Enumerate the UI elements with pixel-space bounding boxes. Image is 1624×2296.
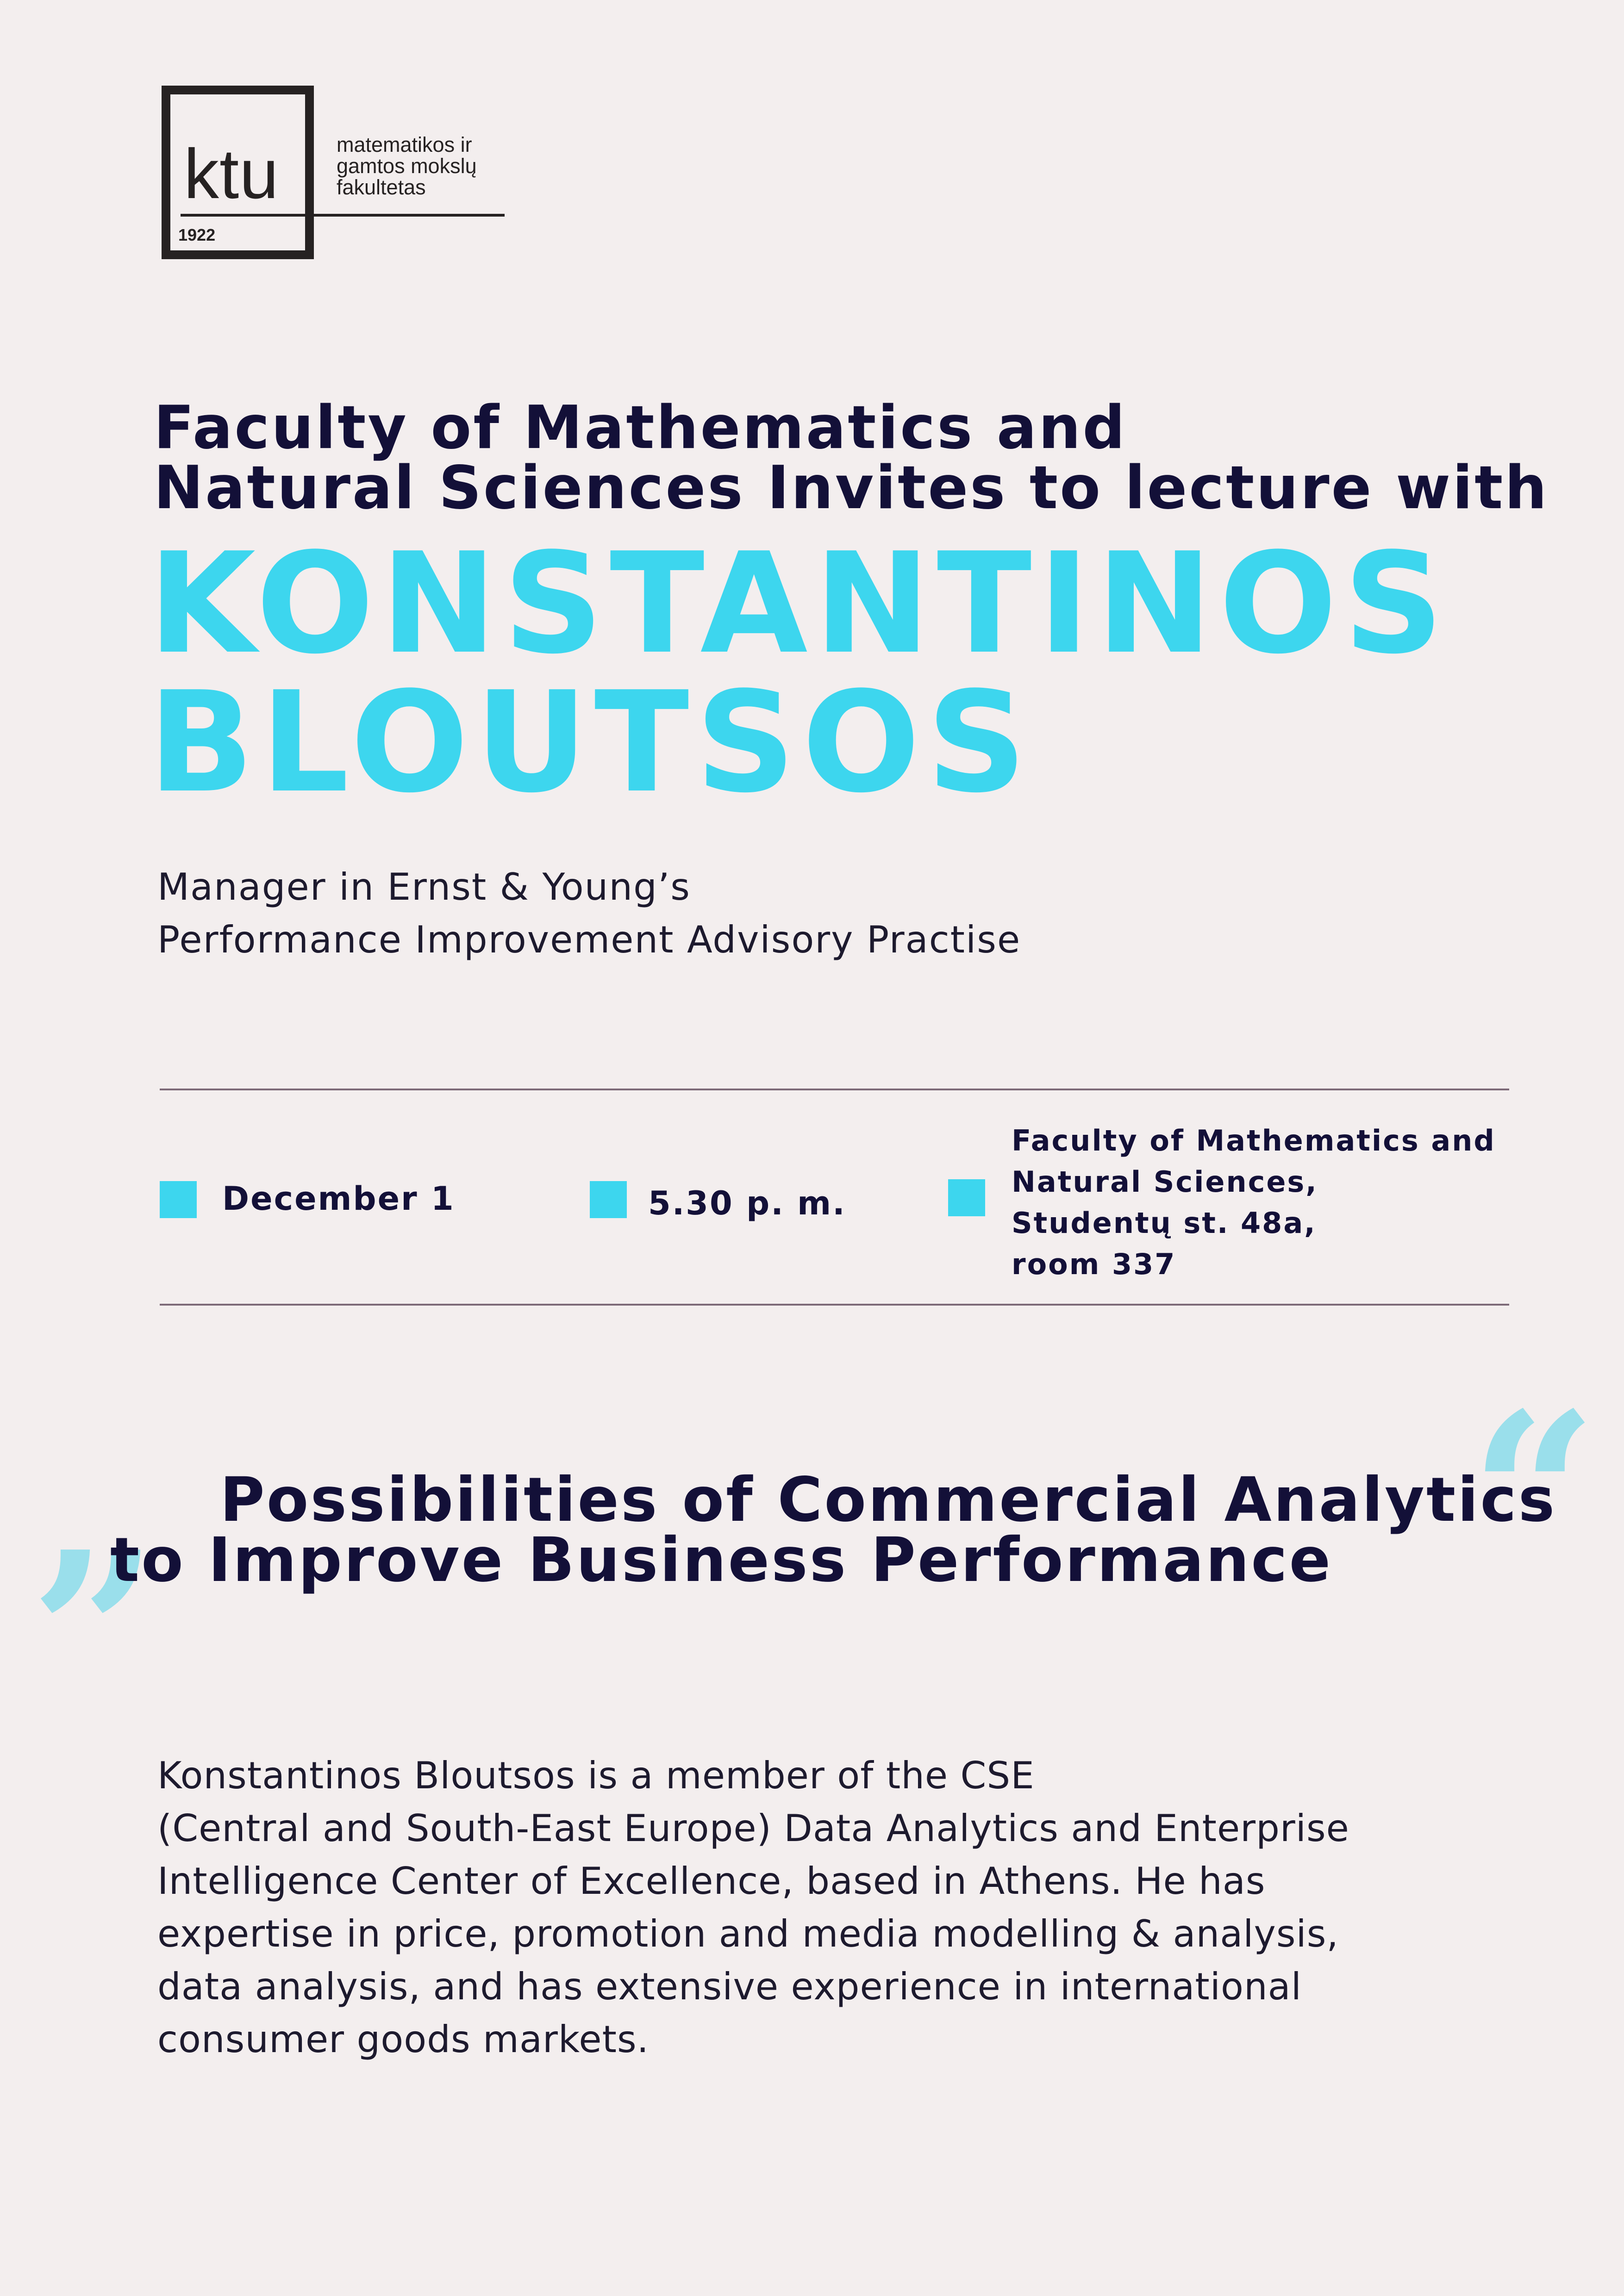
headline-line-2: Natural Sciences Invites to lecture with (154, 454, 1549, 523)
speaker-last-name: BLOUTSOS (148, 662, 1033, 823)
logo-year: 1922 (178, 225, 216, 244)
open-quote-icon: “ (1470, 1364, 1598, 1625)
event-venue (1012, 1120, 1496, 1285)
lecture-title-line-1: Possibilities of Commercial Analytics (220, 1464, 1557, 1536)
invitation-headline (154, 393, 1549, 523)
close-quote-icon: ” (30, 1503, 158, 1764)
logo-text-line: matematikos ir (337, 133, 472, 156)
info-top-rule (160, 1089, 1509, 1090)
role-line-2: Performance Improvement Advisory Practise (157, 918, 1021, 961)
info-bottom-rule (160, 1304, 1509, 1306)
event-time: 5.30 p. m. (648, 1184, 846, 1222)
ktu-logo-wordmark: ktu (184, 135, 279, 213)
time-bullet-icon (590, 1181, 627, 1218)
venue-line: Faculty of Mathematics and (1012, 1124, 1496, 1157)
venue-line: Studentų st. 48a, (1012, 1206, 1317, 1240)
venue-bullet-icon (948, 1179, 985, 1216)
faculty-logo-text (337, 134, 477, 198)
lecture-title-line-2: to Improve Business Performance (110, 1524, 1333, 1596)
logo-text-line: fakultetas (337, 175, 426, 199)
bio-line: (Central and South-East Europe) Data Analytics and Enterprise (157, 1807, 1349, 1850)
role-line-1: Manager in Ernst & Young’s (157, 865, 691, 908)
bio-line: Konstantinos Bloutsos is a member of the CSE (157, 1754, 1035, 1797)
venue-line: room 337 (1012, 1247, 1176, 1281)
speaker-first-name: KONSTANTINOS (148, 523, 1450, 684)
event-date: December 1 (222, 1180, 455, 1218)
speaker-name (148, 523, 1450, 823)
headline-line-1: Faculty of Mathematics and (154, 393, 1127, 462)
speaker-bio (157, 1749, 1349, 2066)
date-bullet-icon (160, 1181, 197, 1218)
speaker-role (157, 861, 1021, 966)
bio-line: Intelligence Center of Excellence, based in Athens. He has (157, 1860, 1266, 1903)
bio-line: data analysis, and has extensive experience in international (157, 1965, 1302, 2008)
logo-divider (181, 214, 505, 217)
bio-line: expertise in price, promotion and media modelling & analysis, (157, 1912, 1339, 1955)
logo-text-line: gamtos mokslų (337, 154, 477, 178)
venue-line: Natural Sciences, (1012, 1165, 1318, 1199)
bio-line: consumer goods markets. (157, 2018, 650, 2061)
